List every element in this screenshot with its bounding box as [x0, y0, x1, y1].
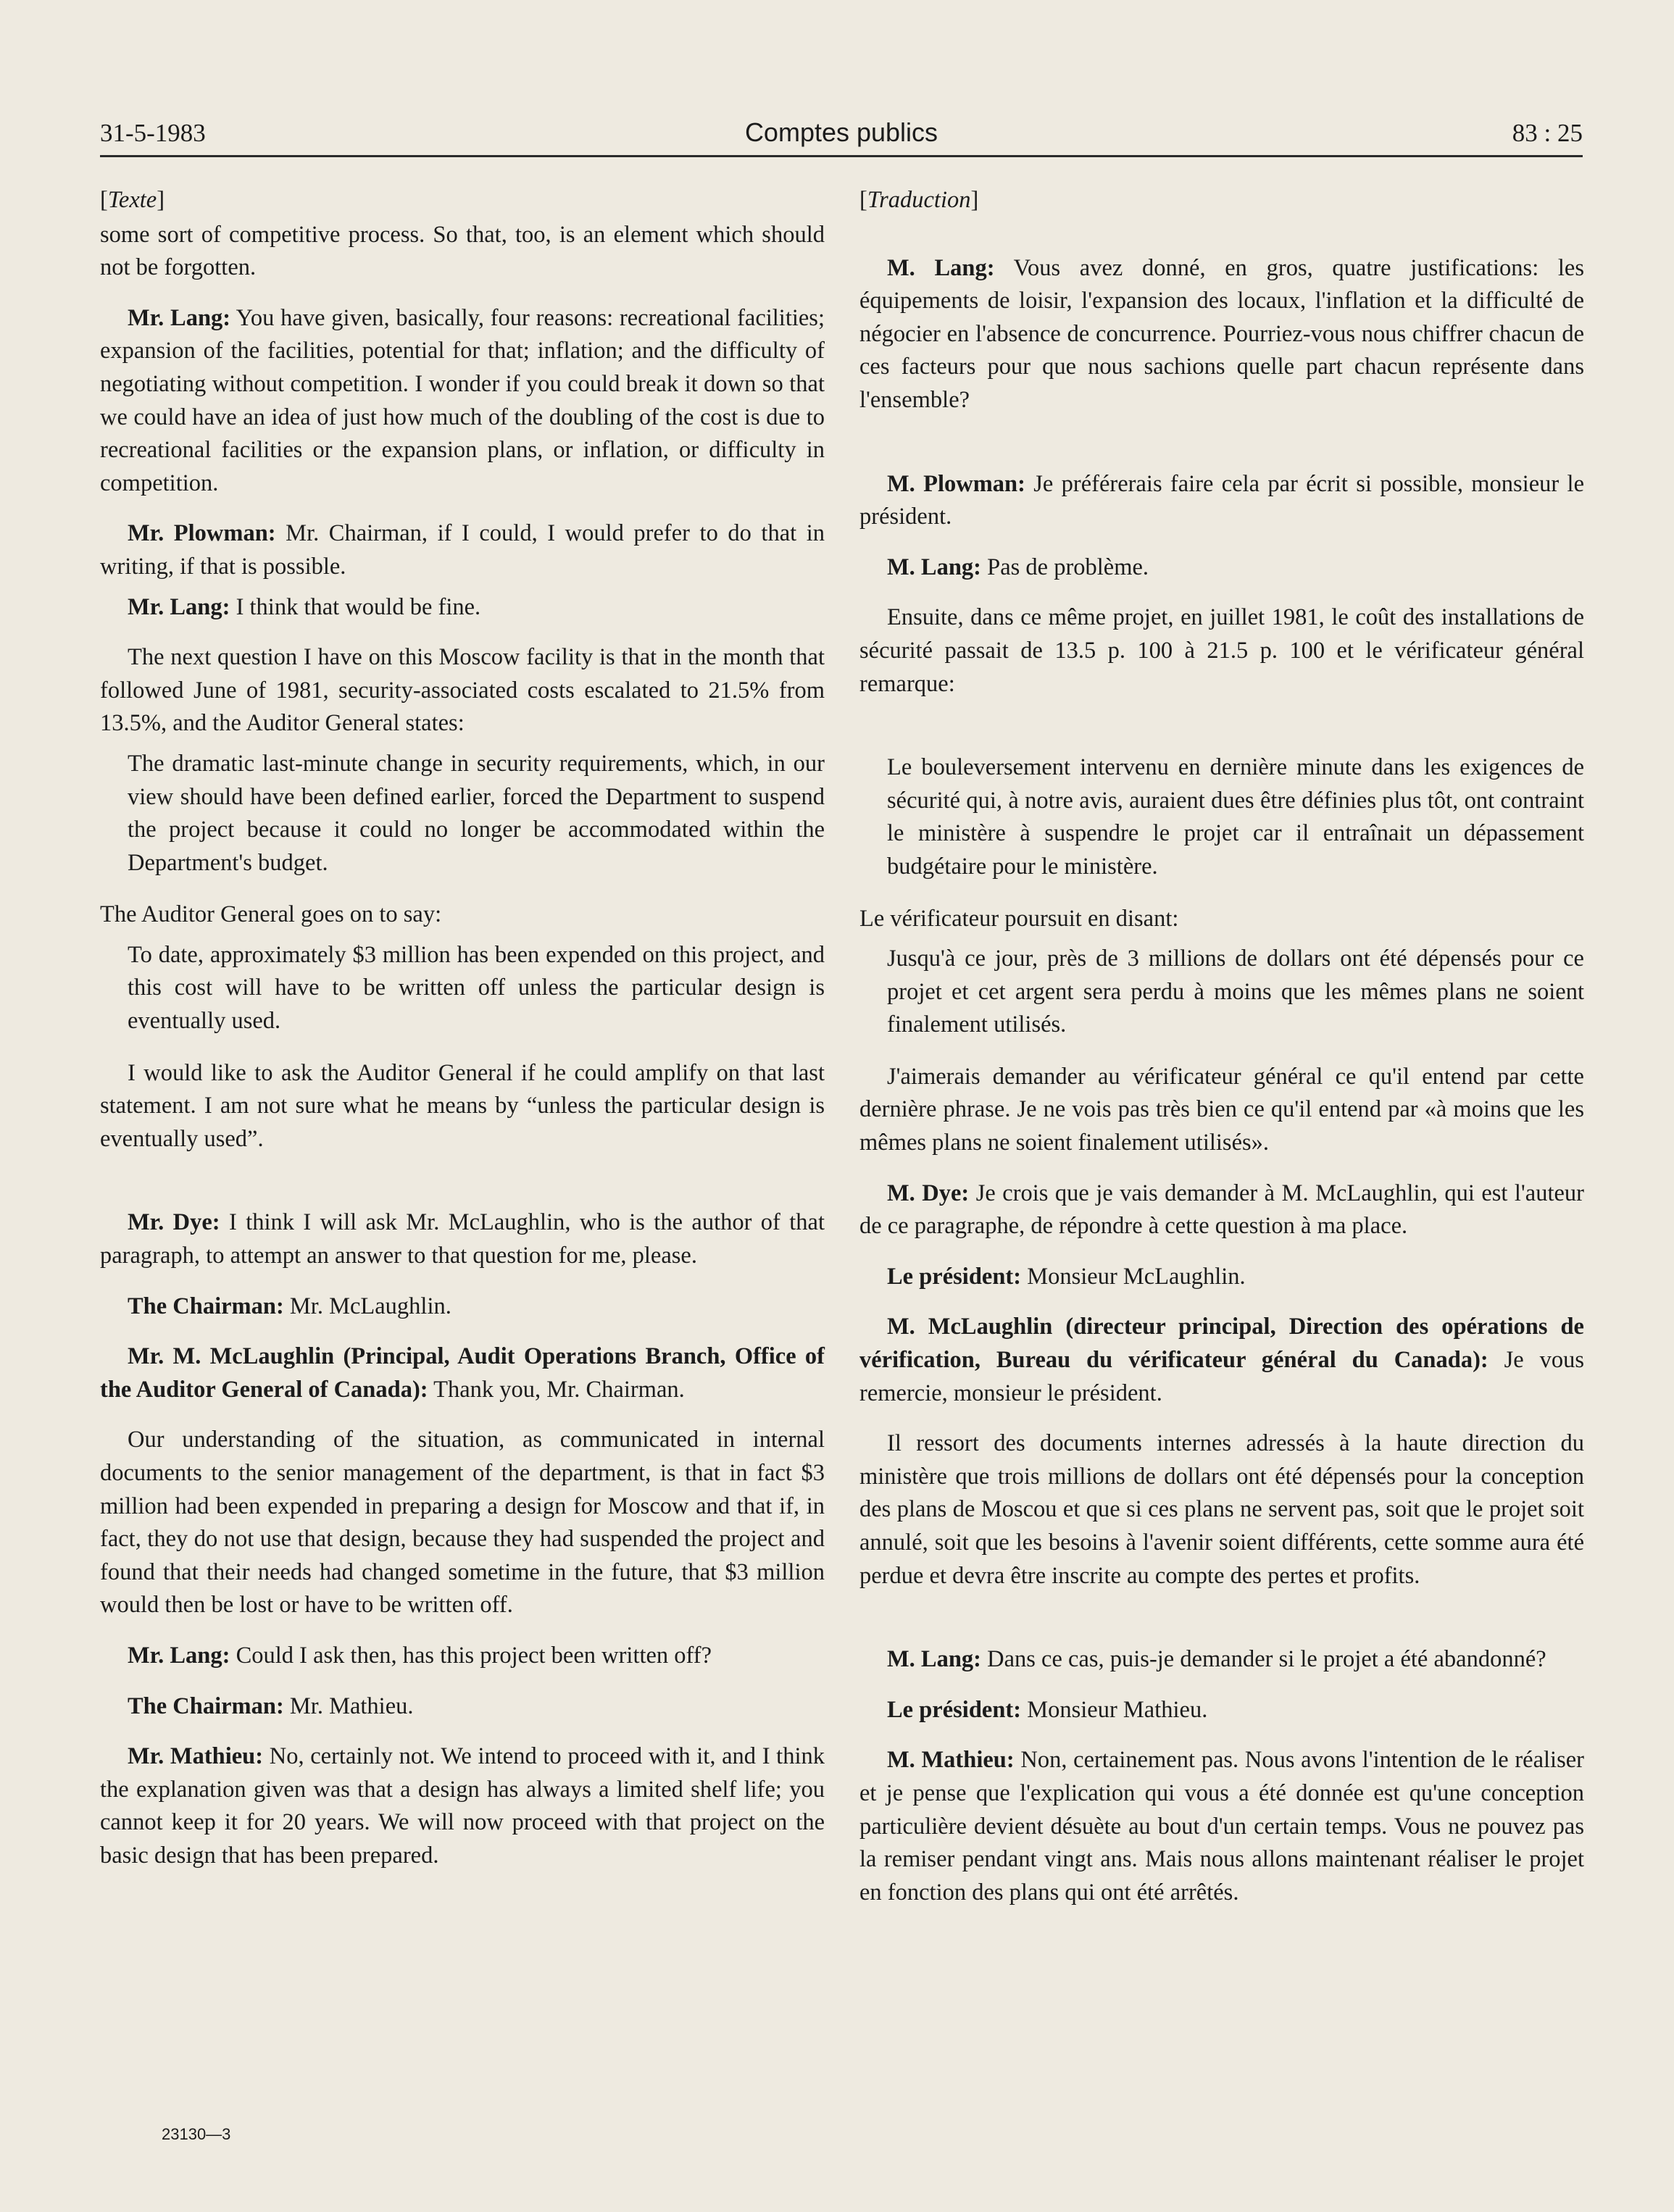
speech-text: Pas de problème. [981, 554, 1149, 580]
speaker-name: M. Dye: [887, 1180, 970, 1206]
speaker-paragraph [100, 1690, 825, 1724]
speaker-paragraph [100, 1740, 825, 1872]
spacer [100, 1173, 825, 1206]
french-column [859, 184, 1584, 1927]
speech-text: Vous avez donné, en gros, quatre justifications: les équipements de loisir, l'expansion des locaux, l'inflation et la difficulté de négocier en l'absence de concurrence. Pourriez-vous nous chiffrer chacun de ces facteurs pour que nous sachions quelle part chacun représente dans l'ensemble? [859, 254, 1585, 413]
speech-text: Mr. Mathieu. [283, 1693, 414, 1719]
speaker-paragraph [859, 468, 1584, 534]
paragraph: I would like to ask the Auditor General if he could amplify on that last statement. I am not sure what he means by “unless the particular design is eventually used”. [100, 1059, 825, 1152]
speech-text: Non, certainement pas. Nous avons l'intention de le réaliser et je pense que l'explication qui vous a été donnée est qu'une conception particulière devient désuète au bout d'un certain temps. Vous ne pouvez pas la remiser pendant vingt ans. Mais nous allons maintenant réaliser le projet en fonction des plans qui ont été arrêtés. [859, 1747, 1584, 1906]
speaker-paragraph [859, 252, 1584, 417]
paragraph: Our understanding of the situation, as communicated in internal documents to the senior management of the department, is that in fact $3 million had been expended in preparing a design for Moscow and that if, in fact, they do not use that design, because they had suspended the project and found that their needs had changed sometime in the future, that $3 million would then be lost or have to be written off. [100, 1427, 825, 1619]
english-column [100, 184, 825, 1890]
speaker-name: The Chairman: [128, 1693, 284, 1719]
speaker-name: Mr. Mathieu: [128, 1743, 264, 1770]
speaker-paragraph [100, 517, 825, 583]
speaker-paragraph [100, 1640, 825, 1673]
speech-text: Thank you, Mr. Chairman. [428, 1376, 685, 1403]
paragraph: Le vérificateur poursuit en disant: [859, 905, 1179, 932]
paragraph: Il ressort des documents internes adressés à la haute direction du ministère que trois millions de dollars ont été dépensés pour la conception des plans de Moscou et que si ces plans ne servent pas, soit que le projet soit annulé, soit que les besoins à l'avenir soient différents, cette somme aura été perdue et devra être inscrite au compte des pertes et profits. [859, 1430, 1584, 1589]
speaker-name: M. McLaughlin (directeur principal, Direction des opérations de vérification, Bureau du vérificateur général du Canada): [859, 1314, 1584, 1374]
speech-text: I think I will ask Mr. McLaughlin, who is the author of that paragraph, to attempt an answer to that question for me, please. [100, 1209, 825, 1269]
quotation: To date, approximately $3 million has been expended on this project, and this cost will have to be written off unless the particular design is eventually used. [128, 941, 825, 1035]
speaker-paragraph [859, 551, 1584, 585]
speaker-paragraph [859, 1311, 1584, 1410]
speech-text: Monsieur Mathieu. [1021, 1696, 1208, 1723]
speaker-paragraph [859, 1261, 1584, 1294]
speech-text: Dans ce cas, puis-je demander si le projet a été abandonné? [981, 1646, 1546, 1673]
paragraph: some sort of competitive process. So that, too, is an element which should not be forgotten. [100, 221, 825, 281]
paragraph: The next question I have on this Moscow facility is that in the month that followed June of 1981, security-associated costs escalated to 21.5% from 13.5%, and the Auditor General states: [100, 644, 825, 737]
speech-text: Je crois que je vais demander à M. McLaughlin, qui est l'auteur de ce paragraphe, de répondre à cette question à ma place. [859, 1180, 1584, 1240]
header-page-number: 83 : 25 [1512, 119, 1583, 147]
speech-text: Je préférerais faire cela par écrit si possible, monsieur le président. [859, 470, 1584, 530]
spacer [859, 718, 1584, 751]
spacer [859, 1610, 1584, 1643]
spacer [859, 219, 1584, 252]
speaker-paragraph [100, 302, 825, 501]
page-header [100, 110, 1583, 157]
speaker-name: Mr. Dye: [128, 1209, 220, 1236]
speaker-name: Mr. M. McLaughlin (Principal, Audit Operations Branch, Office of the Auditor General of Canada): [100, 1343, 825, 1403]
speaker-name: M. Mathieu: [887, 1747, 1015, 1774]
header-date: 31-5-1983 [100, 119, 206, 147]
speech-text: No, certainly not. We intend to proceed with it, and I think the explanation given was that a design has always a limited shelf life; you cannot keep it for 20 years. We will now proceed with that project on the basic design that has been prepared. [100, 1743, 825, 1869]
speaker-paragraph [859, 1643, 1584, 1677]
speaker-name: Le président: [887, 1263, 1022, 1290]
speaker-name: Mr. Lang: [128, 304, 231, 331]
speech-text: Monsieur McLaughlin. [1021, 1263, 1246, 1290]
speaker-name: Mr. Lang: [128, 1642, 230, 1669]
spacer [859, 435, 1584, 468]
speaker-name: Le président: [887, 1696, 1022, 1723]
paragraph: J'aimerais demander au vérificateur général ce qu'il entend par cette dernière phrase. Je ne vois pas très bien ce qu'il entend par «à moins que les mêmes plans ne soient finalement utilisés». [859, 1063, 1584, 1156]
speaker-paragraph [100, 1290, 825, 1324]
speaker-paragraph [100, 1340, 825, 1406]
speaker-paragraph [100, 1206, 825, 1272]
speaker-name: M. Lang: [887, 254, 995, 281]
speaker-name: M. Lang: [887, 554, 981, 580]
speaker-paragraph [859, 1177, 1584, 1243]
print-code: 23130—3 [162, 2125, 231, 2143]
speaker-paragraph [859, 1694, 1584, 1727]
speech-text: Mr. McLaughlin. [283, 1293, 451, 1319]
quotation: Jusqu'à ce jour, près de 3 millions de dollars ont été dépensés pour ce projet et cet argent sera perdu à moins que les mêmes plans ne soient finalement utilisés. [887, 946, 1584, 1038]
quotation: Le bouleversement intervenu en dernière minute dans les exigences de sécurité qui, à notre avis, auraient dues être définies plus tôt, ont contraint le ministère à suspendre le projet car il entraînait un dépassement budgétaire pour le ministère. [887, 754, 1584, 880]
language-tag: [Traduction] [859, 187, 979, 213]
paragraph: The Auditor General goes on to say: [100, 901, 442, 928]
speaker-name: The Chairman: [128, 1293, 284, 1319]
speaker-name: M. Lang: [887, 1646, 981, 1673]
speech-text: Could I ask then, has this project been written off? [230, 1642, 712, 1669]
paragraph: Ensuite, dans ce même projet, en juillet 1981, le coût des installations de sécurité passait de 13.5 p. 100 à 21.5 p. 100 et le vérificateur général remarque: [859, 604, 1584, 697]
speaker-name: M. Plowman: [887, 470, 1025, 497]
speaker-paragraph [100, 591, 825, 625]
speech-text: You have given, basically, four reasons: recreational facilities; expansion of the facilities, potential for that; inflation; and the difficulty of negotiating without competition. I wonder if you could break it down so that we could have an idea of just how much of the doubling of the cost is due to recreational facilities or the expansion plans, or inflation, or difficulty in competition. [100, 304, 825, 496]
speaker-name: Mr. Lang: [128, 593, 230, 620]
header-title: Comptes publics [744, 117, 938, 147]
quotation: The dramatic last-minute change in security requirements, which, in our view should have been defined earlier, forced the Department to suspend the project because it could no longer be accommodated within the Department's budget. [128, 750, 825, 876]
speaker-name: Mr. Plowman: [128, 520, 276, 547]
speech-text: Je vous remercie, monsieur le président. [859, 1347, 1584, 1406]
language-tag: [Texte] [100, 187, 165, 213]
speech-text: I think that would be fine. [230, 593, 481, 620]
speaker-paragraph [859, 1744, 1584, 1909]
speech-text: Mr. Chairman, if I could, I would prefer to do that in writing, if that is possible. [100, 520, 825, 580]
